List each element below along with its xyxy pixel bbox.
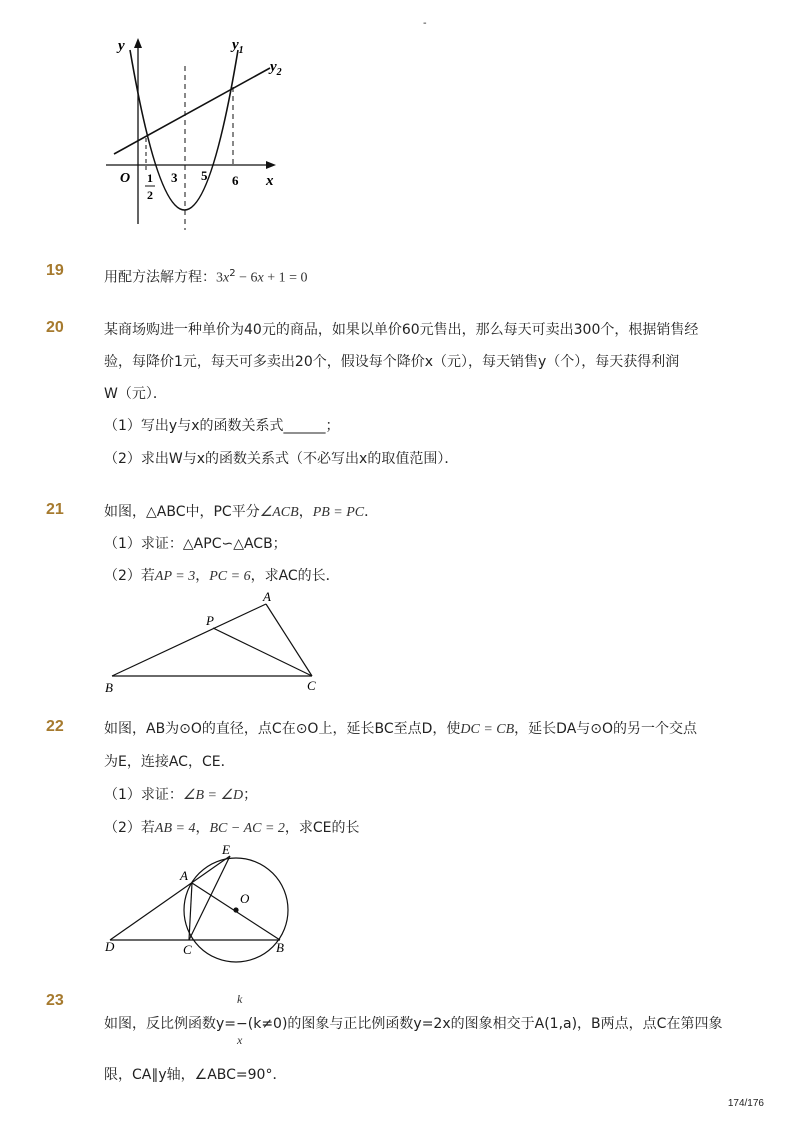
question-number-22: 22 [46,718,64,735]
segment-DE [110,856,230,940]
segment-BA [112,604,266,676]
top-mark: - [423,18,427,29]
x-axis-arrow [266,161,276,169]
point-D: D [105,939,115,954]
question-number-20: 20 [46,319,64,336]
point-B: B [276,940,284,955]
segment-AC [189,883,192,940]
circle-figure-q22 [100,838,310,968]
tick-half-denominator: 2 [147,188,153,202]
tick-6: 6 [232,173,239,188]
q20-line-1: 某商场购进一种单价为40元的商品，如果以单价60元售出，那么每天可卖出300个，根据销售经 [104,322,699,338]
q22-line-1: 如图，AB为⊙O的直径，点C在⊙O上，延长BC至点D，使DC = CB，延长DA与⊙O的另一个交点 [104,721,698,737]
point-E: E [222,842,230,857]
segment-CE [189,856,230,940]
q21-sub-1: （1）求证：△APC∽△ACB； [104,536,287,552]
point-A: A [180,868,188,883]
q20-sub-2: （2）求出W与x的函数关系式（不必写出x的取值范围）． [104,451,459,467]
point-O: O [240,891,250,906]
q19-text: 用配方法解方程：$3x^2 - 6x + 1 = 0$ [104,268,308,286]
question-number-19: 19 [46,262,64,279]
point-B: B [105,680,113,695]
point-C: C [183,942,192,957]
q23-line-1: 如图，反比例函数y=−(k≠0)的图象与正比例函数y=2x的图象相交于A(1,a)，B两点，点C在第四象 [104,1016,723,1032]
q21-sub-2: （2）若AP = 3，PC = 6，求AC的长． [104,568,340,584]
tick-5: 5 [201,168,208,183]
q23-line-2: 限，CA∥y轴，∠ABC=90°． [104,1067,287,1083]
label-y: y [118,38,125,54]
q22-line-2: 为E，连接AC，CE． [104,754,235,770]
page-number: 174/176 [727,1098,764,1109]
tick-half-numerator: 1 [147,171,153,185]
q20-line-3: W（元）． [104,386,167,402]
tick-3: 3 [171,170,178,185]
label-x: x [266,173,274,189]
question-number-23: 23 [46,992,64,1009]
q23-fraction-numerator: k [237,992,243,1006]
center-dot-O [233,907,238,912]
triangle-figure-q21 [100,588,330,698]
q20-line-2: 验，每降价1元，每天可多卖出20个，假设每个降价x（元），每天销售y（个），每天获得利润 [104,354,680,370]
q21-line-1: 如图，△ABC中，PC平分∠ACB，PB = PC． [104,504,379,520]
label-origin: O [120,171,131,186]
point-P: P [206,613,214,628]
q20-sub-1: （1）写出y与x的函数关系式______； [104,418,340,434]
q22-sub-1: （1）求证：∠B = ∠D； [104,787,258,803]
point-A: A [263,589,271,604]
label-y1: $y_1$ [232,37,244,56]
label-y2: $y_2$ [270,59,282,78]
point-C: C [307,678,316,693]
y-axis-arrow [134,38,142,48]
question-number-21: 21 [46,501,64,518]
function-graph-figure [100,32,300,242]
q22-sub-2: （2）若AB = 4，BC − AC = 2，求CE的长 [104,820,360,836]
q23-fraction-denominator: x [237,1033,243,1047]
